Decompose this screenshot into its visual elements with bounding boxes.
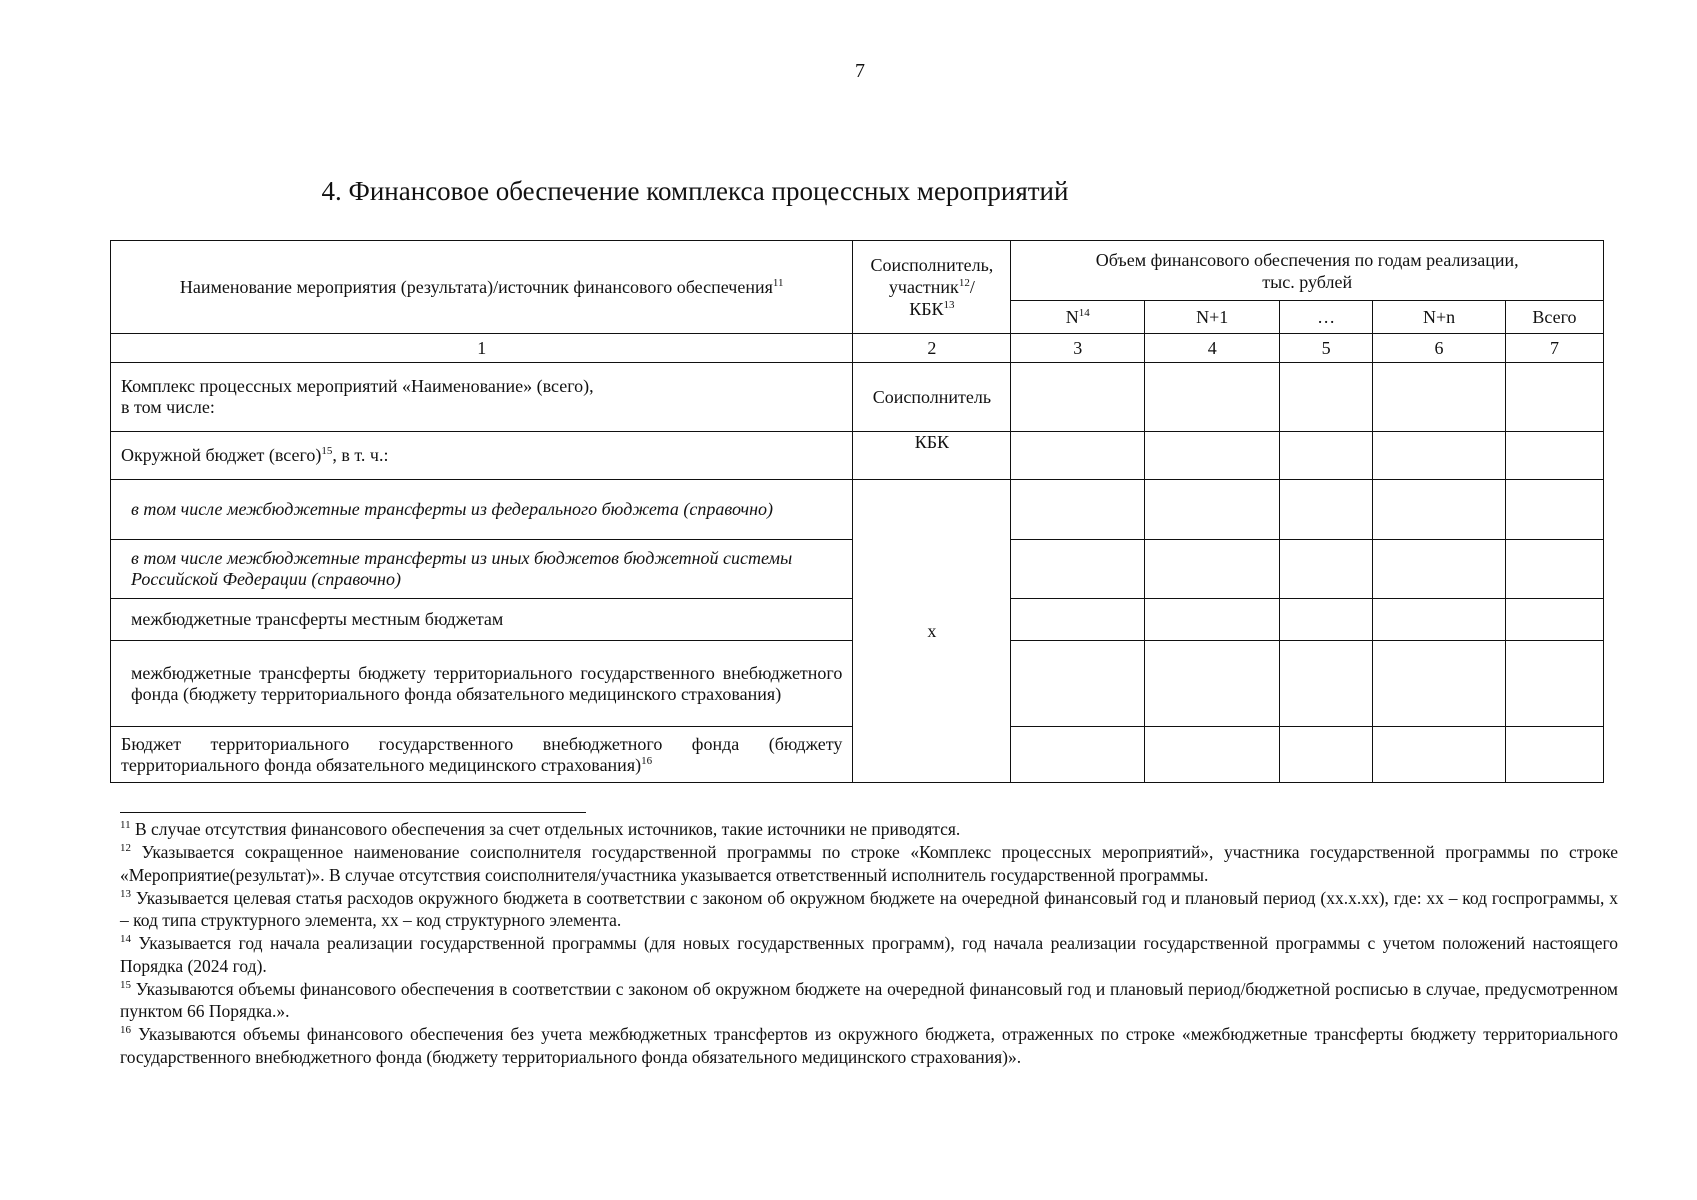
value-cell xyxy=(1373,363,1506,432)
header-participant-kbk: КБК xyxy=(909,299,944,319)
row-district-budget-name xyxy=(111,432,853,480)
column-number: 2 xyxy=(853,334,1011,363)
footnote-ref-14: 14 xyxy=(1078,307,1090,319)
footnote-ref-16: 16 xyxy=(641,754,653,767)
value-cell xyxy=(1145,727,1280,783)
footnote-ref-12: 12 xyxy=(958,277,970,289)
header-year-total: Всего xyxy=(1506,301,1604,334)
column-number: 4 xyxy=(1145,334,1280,363)
value-cell xyxy=(1011,480,1145,540)
row-local-transfers: межбюджетные трансферты местным бюджетам xyxy=(111,599,853,641)
row-complex-line2: в том числе: xyxy=(121,397,215,417)
value-cell xyxy=(1145,599,1280,641)
value-cell xyxy=(1280,540,1373,599)
footnote-text: Указывается сокращенное наименование соисполнителя государственной программы по строке «Комплекс процессных мероприятий», участника государственной программы по строке «Мероприятие(результат)». В случае отсутствия соисполнителя/участника указывается ответственный исполнитель государственной программы. xyxy=(120,842,1619,885)
footnote-number: 13 xyxy=(120,887,131,900)
footnote-ref-11: 11 xyxy=(772,277,784,289)
column-number: 3 xyxy=(1011,334,1145,363)
row-fund-budget xyxy=(111,727,853,783)
header-participant xyxy=(853,241,1011,334)
footnote-text: В случае отсутствия финансового обеспечения за счет отдельных источников, такие источники не приводятся. xyxy=(134,819,961,839)
footnotes xyxy=(120,818,1618,1069)
header-participant-line1: Соисполнитель, xyxy=(870,255,994,275)
header-participant-line2: участник xyxy=(888,277,959,297)
footnote xyxy=(120,818,1618,841)
row-complex-participant: Соисполнитель xyxy=(853,363,1011,432)
row-fund-transfers: межбюджетные трансферты бюджету территориального государственного внебюджетного фонда (бюджету территориального фонда обязательного медицинского страхования) xyxy=(111,641,853,727)
footnote-text: Указываются объемы финансового обеспечения в соответствии с законом об окружном бюджете на очередной финансовый год и плановый период/бюджетной росписью в случае, предусмотренном пунктом 66 Порядка.». xyxy=(120,978,1618,1021)
row-district-budget-tail: , в т. ч.: xyxy=(332,445,389,465)
page-title: 4. Финансовое обеспечение комплекса процессных мероприятий xyxy=(321,176,1069,206)
row-federal-transfers: в том числе межбюджетные трансферты из федерального бюджета (справочно) xyxy=(111,480,853,540)
value-cell xyxy=(1506,727,1604,783)
value-cell xyxy=(1145,641,1280,727)
value-cell xyxy=(1373,540,1506,599)
header-volume xyxy=(1011,241,1604,301)
value-cell xyxy=(1506,363,1604,432)
column-number: 1 xyxy=(111,334,853,363)
row-fund-budget-text: Бюджет территориального государственного внебюджетного фонда (бюджету территориального фонда обязательного медицинского страхования) xyxy=(121,733,843,775)
footnote-text: Указывается год начала реализации государственной программы (для новых государственных программ), год начала реализации государственной программы с учетом положений настоящего Порядка (2024 год). xyxy=(120,933,1619,976)
row-complex-line1: Комплекс процессных мероприятий «Наименование» (всего), xyxy=(121,376,594,396)
table-row xyxy=(111,480,1604,540)
page-number: 7 xyxy=(855,60,865,82)
value-cell xyxy=(1373,641,1506,727)
table-row xyxy=(111,363,1604,432)
footnote-number: 14 xyxy=(120,933,131,946)
financing-table xyxy=(110,240,1604,783)
header-name-text: Наименование мероприятия (результата)/источник финансового обеспечения xyxy=(179,277,773,297)
value-cell xyxy=(1373,727,1506,783)
value-cell xyxy=(1145,540,1280,599)
footnote xyxy=(120,978,1618,1023)
value-cell xyxy=(1011,599,1145,641)
value-cell xyxy=(1280,480,1373,540)
footnote-number: 16 xyxy=(120,1024,131,1037)
value-cell xyxy=(1280,641,1373,727)
footnote xyxy=(120,932,1618,977)
footnote-number: 11 xyxy=(120,819,131,832)
value-cell xyxy=(1280,432,1373,480)
value-cell xyxy=(1145,363,1280,432)
header-year-n1: N+1 xyxy=(1145,301,1280,334)
value-cell xyxy=(1011,363,1145,432)
footnote xyxy=(120,1023,1618,1068)
value-cell xyxy=(1145,432,1280,480)
footnote-ref-15: 15 xyxy=(321,445,333,457)
value-cell xyxy=(1145,480,1280,540)
row-complex-name xyxy=(111,363,853,432)
header-year-n xyxy=(1011,301,1145,334)
column-number: 5 xyxy=(1280,334,1373,363)
value-cell xyxy=(1506,599,1604,641)
value-cell xyxy=(1373,599,1506,641)
row-other-transfers: в том числе межбюджетные трансферты из иных бюджетов бюджетной системы Российской Федерации (справочно) xyxy=(111,540,853,599)
value-cell xyxy=(1373,432,1506,480)
table-row xyxy=(111,432,1604,480)
value-cell xyxy=(1280,727,1373,783)
header-year-nn: N+n xyxy=(1373,301,1506,334)
value-cell xyxy=(1011,727,1145,783)
row-district-budget-text: Окружной бюджет (всего) xyxy=(121,445,322,465)
header-year-dots: … xyxy=(1280,301,1373,334)
footnote-number: 15 xyxy=(120,978,131,991)
footnote-text: Указывается целевая статья расходов окружного бюджета в соответствии с законом об окружном бюджете на очередной финансовый год и плановый период (хх.х.хх), где: хх – код госпрограммы, х – код типа структурного элемента, хх – код структурного элемента. xyxy=(120,887,1619,930)
value-cell xyxy=(1280,599,1373,641)
footnote-number: 12 xyxy=(120,842,131,855)
row-merged-participant: х xyxy=(853,480,1011,783)
value-cell xyxy=(1011,641,1145,727)
value-cell xyxy=(1011,540,1145,599)
footnote-divider xyxy=(120,812,586,813)
header-volume-line2: тыс. рублей xyxy=(1262,271,1353,292)
value-cell xyxy=(1506,480,1604,540)
value-cell xyxy=(1280,363,1373,432)
column-number: 7 xyxy=(1506,334,1604,363)
header-participant-slash: / xyxy=(969,277,975,297)
footnote xyxy=(120,887,1618,932)
column-numbers-row xyxy=(111,334,1604,363)
footnote xyxy=(120,841,1618,886)
value-cell xyxy=(1506,540,1604,599)
header-year-n-label: N xyxy=(1065,307,1079,327)
value-cell xyxy=(1506,432,1604,480)
value-cell xyxy=(1373,480,1506,540)
header-name xyxy=(111,241,853,334)
row-district-participant: КБК xyxy=(853,432,1011,480)
value-cell xyxy=(1506,641,1604,727)
header-volume-line1: Объем финансового обеспечения по годам реализации, xyxy=(1095,249,1519,270)
footnote-ref-13: 13 xyxy=(943,299,955,311)
footnote-text: Указываются объемы финансового обеспечения без учета межбюджетных трансфертов из окружного бюджета, отраженных по строке «межбюджетные трансферты бюджету территориального государственного внебюджетного фонда (бюджету территориального фонда обязательного медицинского страхования)». xyxy=(120,1024,1619,1067)
column-number: 6 xyxy=(1373,334,1506,363)
value-cell xyxy=(1011,432,1145,480)
